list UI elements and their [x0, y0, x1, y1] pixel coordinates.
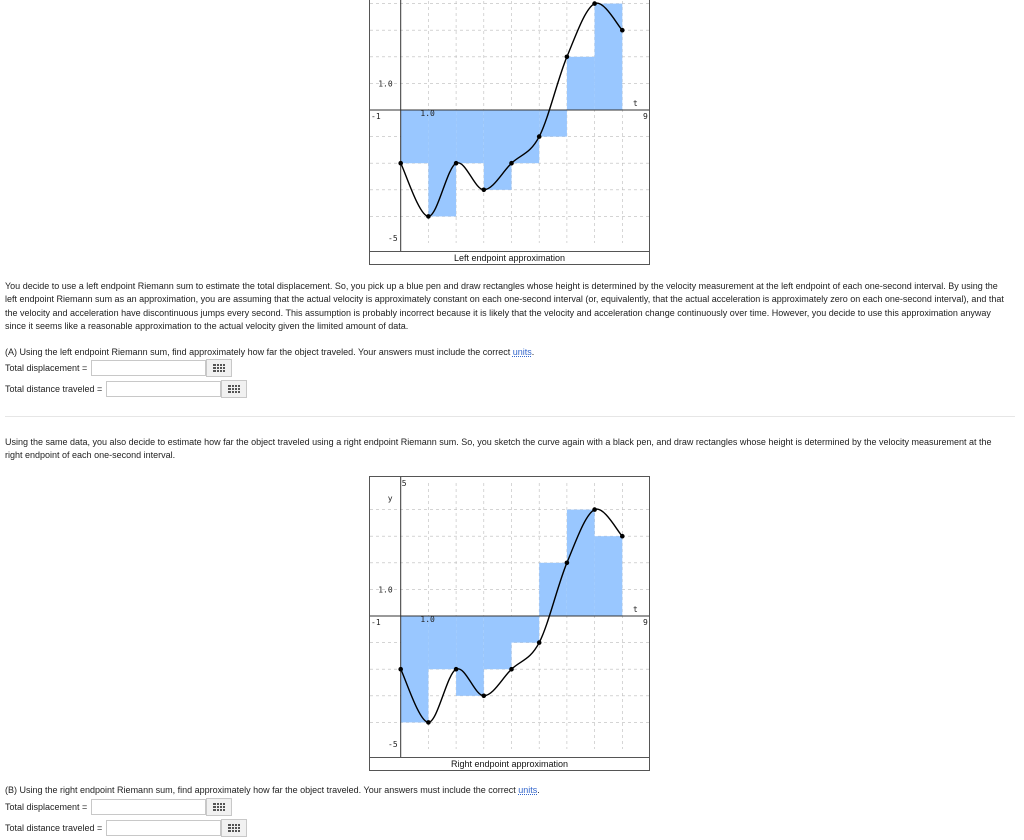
data-point: [509, 667, 514, 672]
keyboard-icon-b2[interactable]: [221, 819, 247, 837]
y-min-label: -5: [388, 234, 398, 243]
riemann-rect: [484, 616, 512, 669]
part-a-question: (A) Using the left endpoint Riemann sum, find approximately how far the object traveled. Your answers must include the correct units.: [5, 347, 535, 357]
displacement-label-a: Total displacement =: [5, 363, 88, 373]
riemann-rect: [484, 110, 512, 190]
right-endpoint-plot: [370, 477, 649, 757]
data-point: [482, 694, 487, 699]
y-min-label: -5: [388, 740, 398, 749]
x-one-label: 1.0: [420, 109, 435, 118]
t-axis-label: t: [633, 99, 638, 108]
x-one-label: 1.0: [420, 615, 435, 624]
data-point: [454, 161, 459, 166]
data-point: [537, 134, 542, 139]
distance-label-b: Total distance traveled =: [5, 823, 103, 833]
displacement-label-b: Total displacement =: [5, 802, 88, 812]
data-point: [509, 161, 514, 166]
distance-input-a[interactable]: [106, 381, 221, 397]
riemann-rect: [539, 563, 567, 616]
data-point: [426, 720, 431, 725]
riemann-rect: [401, 616, 429, 722]
data-point: [620, 28, 625, 33]
y-max-label: 5: [401, 479, 407, 488]
riemann-rect: [512, 616, 540, 643]
data-point: [620, 534, 625, 539]
section-divider: [5, 416, 1015, 417]
graph-caption-left: Left endpoint approximation: [370, 251, 649, 264]
y-one-label: 1.0: [378, 79, 393, 89]
part-b-question: (B) Using the right endpoint Riemann sum, find approximately how far the object traveled. Your answers must include the correct units.: [5, 785, 540, 795]
right-endpoint-graph: [369, 476, 650, 771]
y-one-label: 1.0: [378, 585, 393, 595]
y-axis-label: y: [387, 494, 393, 503]
units-link-a[interactable]: units: [512, 347, 532, 357]
left-endpoint-graph: [369, 0, 650, 265]
keyboard-icon-a1[interactable]: [206, 359, 232, 377]
units-link-b[interactable]: units: [518, 785, 538, 795]
data-point: [537, 640, 542, 645]
keyboard-icon-a2[interactable]: [221, 380, 247, 398]
right-endpoint-explanation: Using the same data, you also decide to estimate how far the object traveled using a right endpoint Riemann sum. So, you sketch the curve again with a black pen, and draw rectangles whose height is determined by the velocity measurement at the right endpoint of each one-second interval.: [5, 437, 992, 461]
distance-input-b[interactable]: [106, 820, 221, 836]
data-point: [592, 507, 597, 512]
keyboard-icon-b1[interactable]: [206, 798, 232, 816]
data-point: [398, 667, 403, 672]
displacement-input-a[interactable]: [91, 360, 206, 376]
part-b-displacement-row: [5, 797, 232, 817]
data-point: [592, 1, 597, 6]
t-axis-label: t: [633, 605, 638, 614]
left-endpoint-plot: [370, 0, 649, 251]
x-max-label: 9: [643, 618, 648, 627]
riemann-rect: [567, 510, 595, 616]
part-b-distance-row: [5, 818, 247, 838]
data-point: [398, 161, 403, 166]
riemann-rect: [428, 110, 456, 216]
riemann-rect: [456, 616, 484, 696]
data-point: [426, 214, 431, 219]
left-endpoint-explanation: You decide to use a left endpoint Riemann sum to estimate the total displacement. So, you pick up a blue pen and draw rectangles whose height is determined by the velocity measurement at the left endpoint of each one-second interval. By using the left endpoint Riemann sum as an approximation, you are assuming that the actual velocity is approximately constant on each one-second interval (or, equivalently, that the actual acceleration is approximately zero on each one-second interval), and that the velocity and acceleration have discontinuous jumps every second. This assumption is probably incorrect because it is likely that the velocity and acceleration change continuously over time. However, you decide to use this approximation anyway since it seems like a reasonable approximation to the actual velocity given the limited amount of data.: [5, 281, 1004, 331]
data-point: [482, 188, 487, 193]
x-min-label: -1: [371, 112, 381, 121]
riemann-rect: [512, 110, 540, 163]
x-min-label: -1: [371, 618, 381, 627]
data-point: [454, 667, 459, 672]
part-a-distance-row: [5, 379, 247, 399]
riemann-rect: [595, 4, 623, 110]
distance-label-a: Total distance traveled =: [5, 384, 103, 394]
data-point: [565, 55, 570, 60]
riemann-rect: [456, 110, 484, 163]
riemann-rect: [539, 110, 567, 137]
part-a-displacement-row: [5, 358, 232, 378]
x-max-label: 9: [643, 112, 648, 121]
data-point: [565, 561, 570, 566]
riemann-rect: [595, 536, 623, 616]
displacement-input-b[interactable]: [91, 799, 206, 815]
graph-caption-right: Right endpoint approximation: [370, 757, 649, 770]
riemann-rect: [567, 57, 595, 110]
